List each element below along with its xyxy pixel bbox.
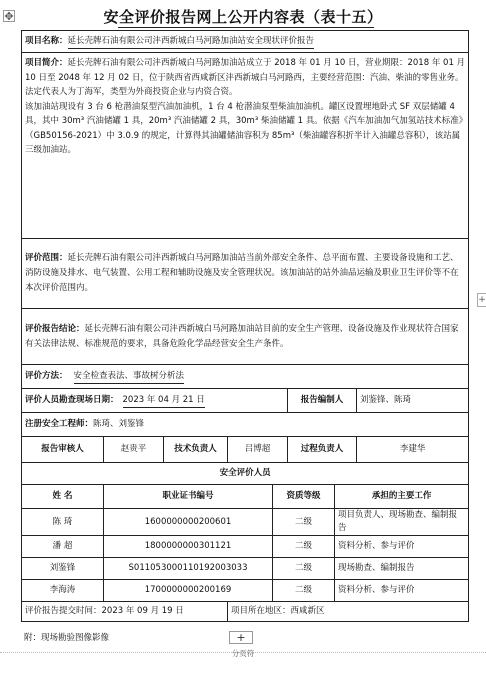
person-cert[interactable]: S011053000110192003033 bbox=[104, 558, 273, 580]
person-name[interactable]: 潘 超 bbox=[22, 536, 104, 558]
person-level[interactable]: 二级 bbox=[273, 536, 335, 558]
tech-lead-label: 技术负责人 bbox=[164, 437, 228, 463]
person-work[interactable]: 资料分析、参与评价 bbox=[335, 536, 469, 558]
conclusion-cell[interactable] bbox=[22, 309, 469, 365]
method-label: 评价方法： bbox=[25, 370, 68, 381]
conclusion-value: 延长壳牌石油有限公司沣西新城白马河路加油站目前的安全生产管理、设备设施及作业现状符合国家有关法律法规、标准规范的要求，具备危险化学品经营安全生产条件。 bbox=[25, 323, 459, 349]
registered-engineer-value: 陈琦、刘鉴锋 bbox=[93, 419, 145, 429]
project-name-cell[interactable] bbox=[22, 31, 469, 53]
location-value: 西咸新区 bbox=[290, 606, 325, 616]
header-cert-number: 职业证书编号 bbox=[104, 485, 273, 509]
row-personnel-title bbox=[22, 463, 469, 485]
person-name[interactable]: 李海涛 bbox=[22, 580, 104, 602]
move-handle-icon[interactable]: ✥ bbox=[4, 10, 14, 23]
tech-lead-value[interactable]: 吕博超 bbox=[228, 437, 288, 463]
process-lead-label: 过程负责人 bbox=[288, 437, 357, 463]
person-work[interactable]: 项目负责人、现场勘查、编制报告 bbox=[335, 509, 469, 536]
compiler-value[interactable]: 刘鉴锋、陈琦 bbox=[357, 389, 469, 413]
row-submission bbox=[22, 602, 469, 622]
plus-icon[interactable]: + bbox=[478, 295, 486, 305]
survey-date-label: 评价人员勘查现场日期： bbox=[25, 394, 119, 405]
table-row bbox=[22, 509, 469, 536]
row-approvals bbox=[22, 437, 469, 463]
row-registered-engineer bbox=[22, 413, 469, 437]
person-work[interactable]: 资料分析、参与评价 bbox=[335, 580, 469, 602]
survey-date-cell[interactable] bbox=[22, 389, 288, 413]
person-level[interactable]: 二级 bbox=[273, 558, 335, 580]
method-cell[interactable] bbox=[22, 365, 469, 389]
scope-label: 评价范围： bbox=[25, 253, 68, 263]
scope-cell[interactable] bbox=[22, 239, 469, 309]
survey-date-value: 2023 年 04 月 21 日 bbox=[123, 394, 205, 408]
row-survey bbox=[22, 389, 469, 413]
project-intro-p1: 延长壳牌石油有限公司沣西新城白马河路加油站成立于 2018 年 01 月 10 日，营业期限：2018 年 01 月 10 日至 2048 年 12 月 02 日，位于陕西省西咸新区沣西新城白马河路西，主要经营范围：汽油、柴油的零售业务。法定代表人为丁海军，类型为外商投资企业与内资合资。 bbox=[25, 58, 466, 97]
method-value: 安全检查表法、事故树分析法 bbox=[74, 370, 185, 384]
header-name: 姓 名 bbox=[22, 485, 104, 509]
project-name-value: 延长壳牌石油有限公司沣西新城白马河路加油站安全现状评价报告 bbox=[68, 35, 315, 49]
personnel-section-title: 安全评价人员 bbox=[22, 463, 469, 485]
table-row bbox=[22, 558, 469, 580]
person-name[interactable]: 陈 琦 bbox=[22, 509, 104, 536]
page-break-label: 分页符 bbox=[231, 649, 255, 658]
project-intro-cell[interactable] bbox=[22, 53, 469, 239]
scope-value: 延长壳牌石油有限公司沣西新城白马河路加油站当前外部安全条件、总平面布置、主要设备设施和工艺、消防设施及排水、电气装置、公用工程和辅助设施及安全管理状况。该加油站的站外油品运输及职业卫生评价等不在本次评价范围内。 bbox=[25, 253, 459, 293]
add-row-plus-icon[interactable]: + bbox=[229, 631, 253, 644]
submission-cell[interactable] bbox=[22, 602, 228, 622]
registered-engineer-label: 注册安全工程师： bbox=[25, 419, 94, 429]
personnel-header-row bbox=[22, 485, 469, 509]
row-conclusion bbox=[22, 309, 469, 365]
registered-engineer-cell[interactable] bbox=[22, 413, 469, 437]
row-project-intro bbox=[22, 53, 469, 239]
document-title: 安全评价报告网上公开内容表（表十五） bbox=[103, 8, 383, 26]
submission-value: 2023 年 09 月 19 日 bbox=[101, 606, 184, 616]
header-level: 资质等级 bbox=[273, 485, 335, 509]
reviewer-label: 报告审核人 bbox=[22, 437, 104, 463]
attachment-note: 附：现场勘验图像影像 bbox=[24, 633, 110, 643]
person-cert[interactable]: 1700000000200169 bbox=[104, 580, 273, 602]
row-project-name bbox=[22, 31, 469, 53]
process-lead-value[interactable]: 李建华 bbox=[357, 437, 469, 463]
project-intro-p2: 该加油站现设有 3 台 6 枪潜油泵型汽油加油机，1 台 4 枪潜油泵型柴油加油机。罐区设置埋地卧式 SF 双层储罐 4 具，其中 30m³ 汽油储罐 1 具，20m³ 汽油储罐 2 具，30m³ 柴油储罐 1 具。依据《汽车加油加气加氢站技术标准》（GB50156-2021）中 3.0.9 的规定，计算得其油罐储油容积为 85m³（柴油罐容积折半计入油罐总容积），该站属三级加油站。 bbox=[25, 101, 464, 155]
person-level[interactable]: 二级 bbox=[273, 509, 335, 536]
person-cert[interactable]: 1800000000301121 bbox=[104, 536, 273, 558]
row-method bbox=[22, 365, 469, 389]
location-cell[interactable] bbox=[228, 602, 469, 622]
table-row bbox=[22, 536, 469, 558]
row-scope bbox=[22, 239, 469, 309]
conclusion-label: 评价报告结论： bbox=[25, 323, 85, 334]
table-row bbox=[22, 580, 469, 602]
disclosure-table bbox=[21, 30, 469, 622]
person-name[interactable]: 刘鉴锋 bbox=[22, 558, 104, 580]
compiler-label: 报告编制人 bbox=[288, 389, 357, 413]
header-main-work: 承担的主要工作 bbox=[335, 485, 469, 509]
location-label: 项目所在地区： bbox=[231, 606, 291, 616]
reviewer-value[interactable]: 赵贵平 bbox=[104, 437, 164, 463]
title-underline bbox=[118, 27, 374, 28]
submission-label: 评价报告提交时间： bbox=[25, 606, 102, 616]
project-name-label: 项目名称： bbox=[25, 35, 68, 46]
project-intro-label: 项目简介： bbox=[25, 58, 68, 68]
person-level[interactable]: 二级 bbox=[273, 580, 335, 602]
person-work[interactable]: 现场勘查、编制报告 bbox=[335, 558, 469, 580]
person-cert[interactable]: 1600000000200601 bbox=[104, 509, 273, 536]
